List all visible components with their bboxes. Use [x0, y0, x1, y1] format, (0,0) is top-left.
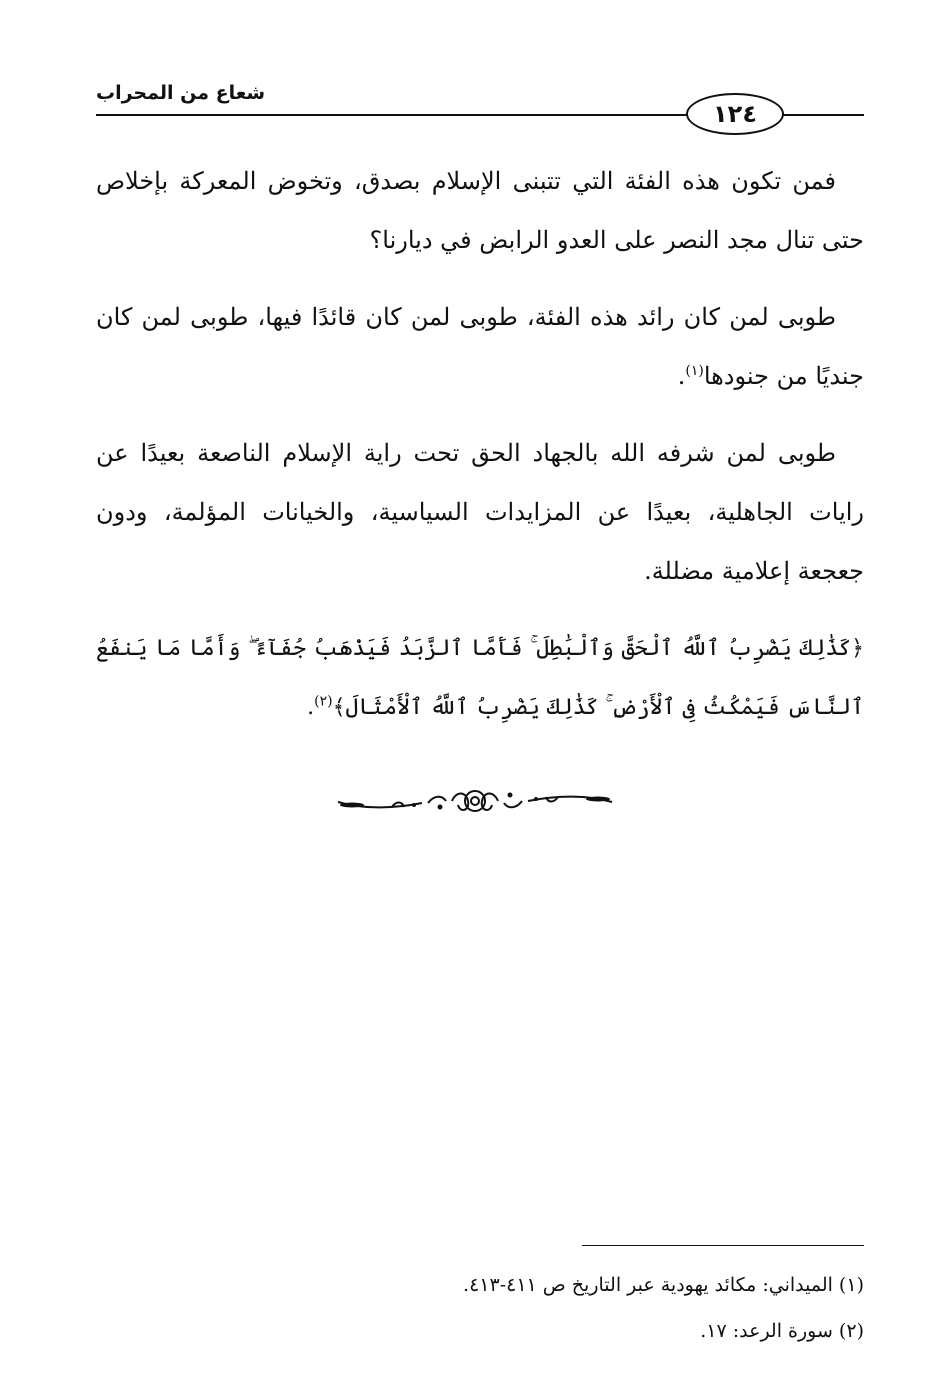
- footnote-ref-2: (٢): [314, 693, 333, 710]
- paragraph-1: فمن تكون هذه الفئة التي تتبنى الإسلام بصدق، وتخوض المعركة بإخلاص حتى تنال مجد النصر على العدو الرابض في ديارنا؟: [96, 167, 864, 254]
- paragraph-2-end: .: [677, 362, 686, 390]
- paragraph-3: طوبى لمن شرفه الله بالجهاد الحق تحت راية الإسلام الناصعة بعيدًا عن رايات الجاهلية، بعيدًا عن المزايدات السياسية، والخيانات المؤلمة، ودون جعجعة إعلامية مضللة.: [96, 439, 864, 585]
- footnote-1: (١) الميداني: مكائد يهودية عبر التاريخ ص ٤١١-٤١٣.: [463, 1274, 864, 1296]
- quran-verse-end: .: [307, 695, 315, 720]
- body-text: [96, 152, 864, 755]
- running-title: شعاع من المحراب: [96, 82, 266, 104]
- page-number: ١٢٤: [686, 93, 784, 135]
- paragraph-2: [96, 288, 864, 406]
- paragraph-2-text: طوبى لمن كان رائد هذه الفئة، طوبى لمن كان قائدًا فيها، طوبى لمن كان جنديًا من جنودها: [96, 303, 864, 390]
- ornament-divider: [332, 779, 618, 825]
- quran-verse: [96, 619, 864, 737]
- footnote-2: (٢) سورة الرعد: ١٧.: [700, 1320, 864, 1342]
- footnotes: [96, 1262, 864, 1354]
- quran-verse-text: ﴿كَذَٰلِكَ يَضْرِبُ ٱللَّهُ ٱلْحَقَّ وَٱلْبَٰطِلَ ۚ فَأَمَّا ٱلزَّبَدُ فَيَذْهَبُ جُفَآءً ۖ وَأَمَّا مَا يَنفَعُ ٱلنَّاسَ فَيَمْكُثُ فِى ٱلْأَرْضِ ۚ كَذَٰلِكَ يَضْرِبُ ٱللَّهُ ٱلْأَمْثَالَ﴾: [96, 636, 864, 720]
- footnote-ref-1: (١): [685, 363, 704, 379]
- footnote-rule: [582, 1245, 864, 1246]
